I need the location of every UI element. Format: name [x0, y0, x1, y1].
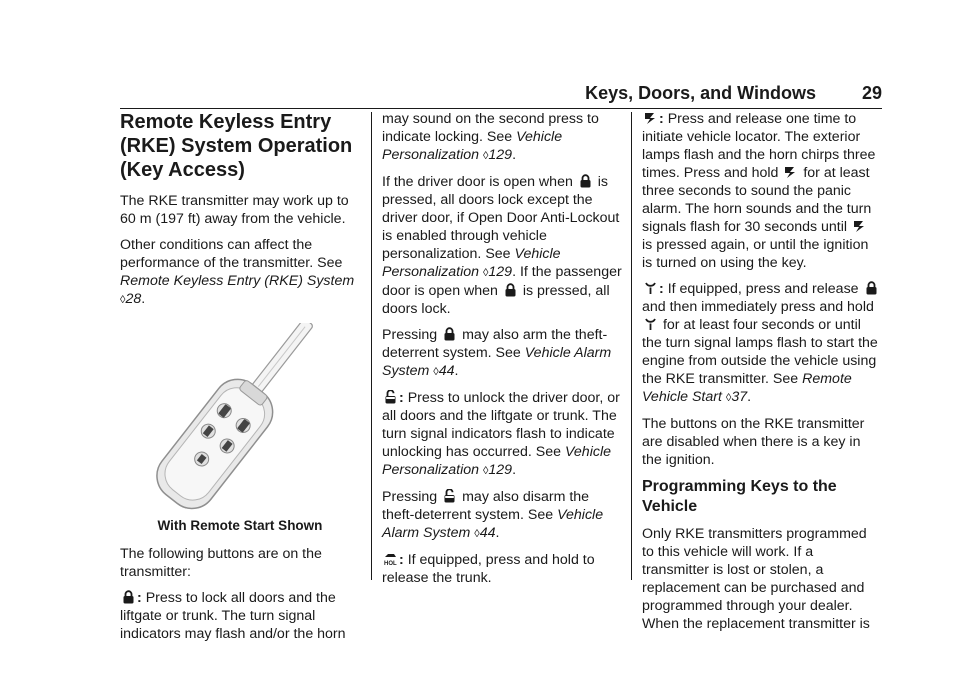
- page-ref[interactable]: 129: [488, 147, 513, 163]
- ref-arrow-icon: ◊: [474, 528, 480, 540]
- trunk-release-icon: [384, 552, 397, 566]
- paragraph-remote-start: : If equipped, press and release and then immediately press and hold for at least four seconds or until the turn signal lamps flash to start the engine from outside the vehicle using the RKE transmitter. See Remote Vehicle Start ◊37.: [642, 281, 878, 405]
- paragraph-driver-door: If the driver door is open when is pressed, all doors lock except the driver door, if Open Door Anti-Lockout is enabled through vehicle personalization. See Vehicle Personalization ◊129. If the passenger door is open when is pressed, all doors lock.: [382, 174, 622, 317]
- unlock-icon: [443, 489, 456, 503]
- paragraph-locking-sound: may sound on the second press to indicate locking. See Vehicle Personalization ◊129.: [382, 111, 599, 163]
- paragraph-disarm-alarm: Pressing may also disarm the theft-deterrent system. See Vehicle Alarm System ◊44.: [382, 489, 604, 541]
- column-2: [382, 110, 622, 595]
- link-rke-system[interactable]: Remote Keyless Entry (RKE) System: [120, 273, 355, 289]
- lock-icon: [579, 174, 592, 188]
- link-vehicle-alarm-system[interactable]: Vehicle Alarm System: [382, 345, 612, 379]
- paragraph-buttons-intro: The following buttons are on the transmitter:: [120, 546, 322, 580]
- column-1: [120, 110, 360, 651]
- paragraph-unlock: : Press to unlock the driver door, or all doors and the liftgate or trunk. The turn signal indicators flash to indicate unlocking has occurred. See Vehicle Personalization ◊129.: [382, 390, 620, 478]
- panic-icon: [644, 111, 657, 125]
- column-3: [642, 110, 882, 641]
- lock-icon: [443, 327, 456, 341]
- column-divider: [371, 112, 372, 580]
- key-fob-illustration: [120, 323, 360, 513]
- link-vehicle-alarm-system[interactable]: Vehicle Alarm System: [382, 507, 604, 541]
- paragraph-programming: Only RKE transmitters programmed to this vehicle will work. If a transmitter is lost or stolen, a replacement can be purchased and programmed through your dealer. When the replacement transmitter is: [642, 526, 870, 632]
- subsection-heading: Programming Keys to the Vehicle: [642, 478, 837, 515]
- paragraph-buttons-disabled: The buttons on the RKE transmitter are disabled when there is a key in the ignition.: [642, 416, 865, 468]
- remote-start-icon: [644, 281, 657, 295]
- column-divider: [631, 112, 632, 580]
- ref-arrow-icon: ◊: [120, 294, 126, 306]
- lock-icon: [504, 283, 517, 297]
- paragraph-range: The RKE transmitter may work up to 60 m (197 ft) away from the vehicle.: [120, 193, 349, 227]
- page-ref[interactable]: 44: [479, 525, 496, 541]
- link-vehicle-personalization[interactable]: Vehicle Personalization: [382, 444, 611, 478]
- paragraph-panic: : Press and release one time to initiate vehicle locator. The exterior lamps flash and the horn chirps three times. Press and hold for at least three seconds to sound the panic alarm. The horn sounds and the turn signals flash for 30 seconds until is pressed again, or until the ignition is turned on using the key.: [642, 111, 876, 271]
- ref-arrow-icon: ◊: [482, 150, 489, 162]
- page-ref[interactable]: 129: [488, 264, 513, 280]
- figure-caption: With Remote Start Shown: [157, 518, 323, 533]
- lock-icon: [865, 281, 878, 295]
- key-fob-image: [120, 323, 360, 513]
- section-heading: Remote Keyless Entry (RKE) System Operation (Key Access): [120, 111, 353, 181]
- ref-arrow-icon: ◊: [482, 267, 489, 279]
- header-rule: [120, 108, 882, 109]
- paragraph-lock: : Press to lock all doors and the liftgate or trunk. The turn signal indicators may flash and/or the horn: [120, 590, 346, 642]
- page-ref[interactable]: 37: [731, 389, 748, 405]
- link-vehicle-personalization[interactable]: Vehicle Personalization: [382, 246, 561, 280]
- paragraph-trunk: : If equipped, press and hold to release the trunk.: [382, 552, 595, 586]
- section-title: Keys, Doors, and Windows: [585, 83, 816, 103]
- page-header: [120, 80, 882, 106]
- ref-arrow-icon: ◊: [725, 392, 732, 404]
- page-ref[interactable]: 28: [125, 291, 142, 307]
- lock-icon: [122, 590, 135, 604]
- link-vehicle-personalization[interactable]: Vehicle Personalization: [382, 129, 563, 163]
- ref-arrow-icon: ◊: [482, 465, 489, 477]
- panic-icon: [784, 165, 797, 179]
- remote-start-icon: [644, 317, 657, 331]
- ref-arrow-icon: ◊: [433, 366, 439, 378]
- paragraph-arm-alarm: Pressing may also arm the theft-deterrent system. See Vehicle Alarm System ◊44.: [382, 327, 612, 379]
- page-ref[interactable]: 129: [488, 462, 513, 478]
- page-number: 29: [861, 83, 882, 103]
- panic-icon: [853, 219, 866, 233]
- paragraph-conditions: Other conditions can affect the performance of the transmitter. See Remote Keyless Entry (RKE) System ◊28.: [120, 237, 355, 307]
- page-ref[interactable]: 44: [438, 363, 455, 379]
- unlock-icon: [384, 390, 397, 404]
- link-remote-vehicle-start[interactable]: Remote Vehicle Start: [642, 371, 852, 405]
